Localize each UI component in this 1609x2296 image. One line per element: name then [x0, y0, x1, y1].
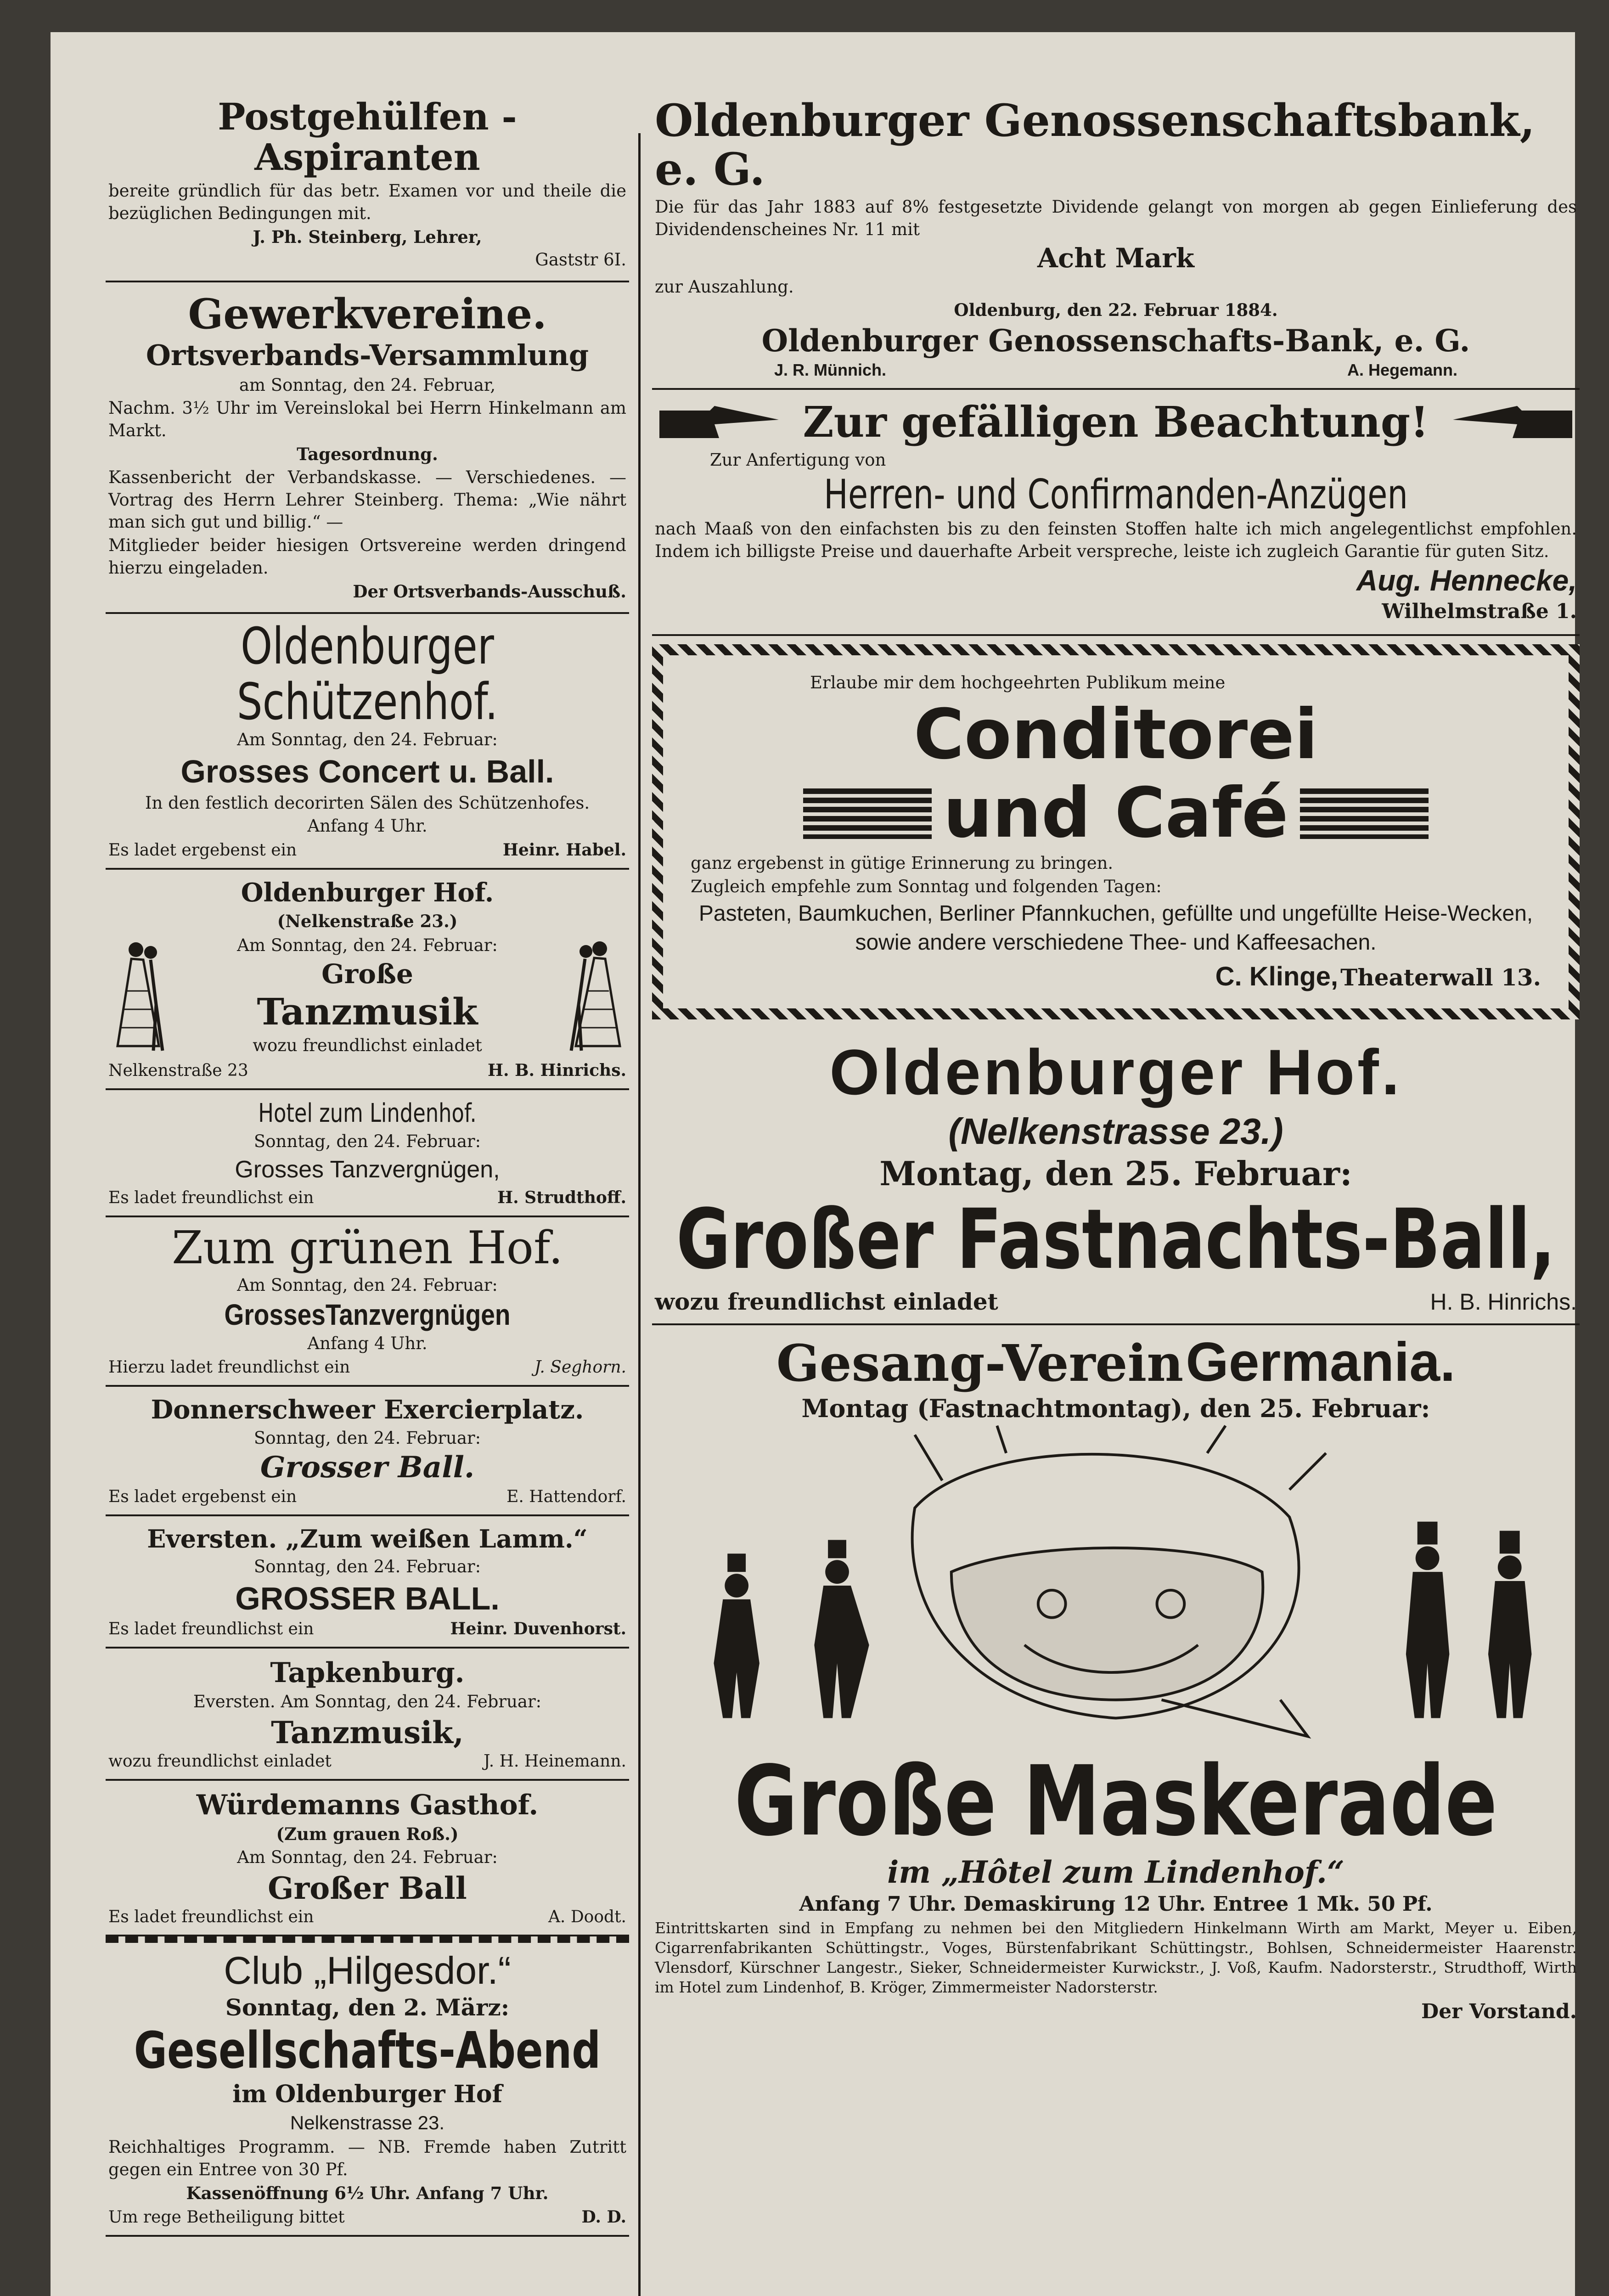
ad-body: Eintrittskarten sind in Empfang zu nehmen bei den Mitgliedern Hinkelmann Wirth am Markt, Meyer u. Eiben, Cigarrenfabrikanten Schüttingstr., Voges, Bürstenfabrikant Schüttingstr., Bohlsen, Schneidermeister Haarenstr. Vlensdorf, Kürschner Langestr., Sieker, Schneidermeister Kurwickstr., J. Voß, Kaufm. Nadorsterstr., Strudthoff, Wirth im Hotel zum Lindenhof, B. Kröger, Zimmermeister Nadorsterstr.: [655, 1919, 1577, 1996]
ad-event: Gesellschafts-Abend: [134, 2020, 601, 2080]
ad-club-hilgesdor: [106, 1936, 629, 2237]
ad-event: Tanzmusik,: [271, 1714, 464, 1750]
ad-date: Am Sonntag, den 24. Februar:: [237, 729, 498, 749]
ad-invite: wozu freundlichst einladet: [253, 1035, 482, 1056]
pointing-hand-left-icon: [1448, 397, 1577, 447]
ad-title: Eversten. „Zum weißen Lamm.“: [147, 1524, 588, 1554]
right-column: [652, 87, 1580, 2296]
ad-body: Die für das Jahr 1883 auf 8% festgesetzte Dividende gelangt von morgen ab gegen Einlieferung des Dividendenscheines Nr. 11 mit: [655, 197, 1577, 240]
ad-event: GrossesTanzvergnügen: [224, 1298, 511, 1331]
ad-weisses-lamm: [106, 1516, 629, 1648]
ad-event: Grosses Tanzvergnügen,: [235, 1156, 500, 1183]
ad-title: Oldenburger Genossenschaftsbank, e. G.: [655, 95, 1535, 195]
ad-tapkenburg: [106, 1649, 629, 1781]
dancing-couple-illustration: [108, 936, 177, 1055]
ad-schuetzenhof: [106, 614, 629, 870]
ad-hennecke: [652, 390, 1580, 636]
ad-address: (Nelkenstrasse 23.): [948, 1110, 1283, 1152]
ad-body: nach Maaß von den einfachsten bis zu den feinsten Stoffen halte ich mich angelegentlichst empfohlen. Indem ich billigste Preise und dauerhafte Arbeit verspreche, leiste ich zugleich Garantie für guten Sitz.: [655, 518, 1577, 561]
ad-title: Zur gefälligen Beachtung!: [803, 397, 1429, 447]
ad-date: Montag, den 25. Februar:: [879, 1154, 1352, 1193]
ad-programme: Reichhaltiges Programm. — NB. Fremde haben Zutritt gegen ein Entree von 30 Pf.: [108, 2137, 626, 2180]
ad-date: Montag (Fastnachtmontag), den 25. Februar:: [801, 1393, 1430, 1423]
ad-event: Großer Ball: [268, 1870, 467, 1906]
column-divider: [638, 133, 641, 2296]
ad-signature: J. Seghorn.: [534, 1358, 626, 1377]
ad-date: Am Sonntag, den 24. Februar:: [237, 1847, 498, 1867]
decorative-bars-right: [1300, 788, 1429, 839]
ad-line: Eversten. Am Sonntag, den 24. Februar:: [193, 1691, 542, 1711]
ad-title: Postgehülfen - Aspiranten: [218, 95, 517, 179]
ad-address: Theaterwall 13.: [1340, 963, 1541, 991]
ad-street: Nelkenstraße 23: [108, 1061, 248, 1080]
ad-signature: Aug. Hennecke,: [1356, 564, 1577, 597]
ad-title-2: und Café: [943, 773, 1288, 854]
ad-gewerkvereine: [106, 282, 629, 613]
ad-title: Donnerschweer Exercierplatz.: [151, 1395, 584, 1425]
ad-title: Oldenburger Hof.: [241, 878, 494, 908]
ad-date: Am Sonntag, den 24. Februar:: [237, 935, 498, 955]
ad-members-note: Mitglieder beider hiesigen Ortsvereine werden dringend hierzu eingeladen.: [108, 535, 626, 578]
ad-place: im „Hôtel zum Lindenhof.“: [887, 1854, 1345, 1891]
ad-closing: Um rege Betheiligung bittet: [108, 2207, 345, 2227]
ad-payout: zur Auszahlung.: [655, 276, 794, 297]
ad-signature: A. Doodt.: [548, 1908, 626, 1927]
ad-title-2: Germania.: [1186, 1331, 1456, 1393]
ad-bank-name: Oldenburger Genossenschafts-Bank, e. G.: [761, 323, 1470, 359]
ad-postgehuelfen: [106, 87, 629, 282]
ad-title: Zum grünen Hof.: [172, 1222, 563, 1275]
ad-signature: J. H. Heinemann.: [484, 1752, 626, 1771]
ad-signature: D. D.: [581, 2207, 626, 2227]
ad-date: Sonntag, den 24. Februar:: [253, 1131, 481, 1151]
dancing-couple-illustration: [557, 936, 626, 1055]
ad-title-1: Conditorei: [913, 695, 1318, 775]
ad-goods: Pasteten, Baumkuchen, Berliner Pfannkuchen, gefüllte und ungefüllte Heise-Wecken, sowie andere verschiedene Thee- und Kaffeesachen.: [698, 901, 1533, 955]
ad-invite: Es ladet freundlichst ein: [108, 1908, 314, 1927]
ad-title: Oldenburger Schützenhof.: [236, 616, 498, 731]
ad-signature-2: A. Hegemann.: [1347, 360, 1457, 379]
ad-title: Tapkenburg.: [270, 1656, 465, 1689]
ad-signature: E. Hattendorf.: [506, 1487, 626, 1507]
ad-signature: Der Vorstand.: [1421, 1999, 1577, 2023]
ad-agenda-items: Kassenbericht der Verbandskasse. — Verschiedenes. — Vortrag des Herrn Lehrer Steinberg. Thema: „Wie nährt man sich gut und billig.“ —: [108, 467, 626, 532]
ad-fastnachtsball: [652, 1028, 1580, 1325]
ad-event: Grosser Ball.: [260, 1450, 475, 1485]
ad-title: Oldenburger Hof.: [829, 1035, 1402, 1108]
ad-date: Sonntag, den 24. Februar:: [253, 1556, 481, 1576]
ad-agenda-heading: Tagesordnung.: [297, 444, 438, 464]
ad-opening: Kassenöffnung 6½ Uhr. Anfang 7 Uhr.: [186, 2183, 549, 2204]
ad-signature: J. Ph. Steinberg, Lehrer,: [253, 226, 482, 247]
ad-title-1: Gesang-Verein: [776, 1333, 1184, 1393]
ad-title: Club „Hilgesdor.“: [224, 1949, 511, 1992]
ad-title: Hotel zum Lindenhof.: [258, 1098, 477, 1129]
ad-event-1: Große: [321, 958, 413, 990]
ad-amount: Acht Mark: [1037, 242, 1194, 274]
ad-date: Am Sonntag, den 24. Februar:: [237, 1275, 498, 1295]
ad-start: Anfang 7 Uhr. Demaskirung 12 Uhr. Entree 1 Mk. 50 Pf.: [799, 1892, 1433, 1916]
ad-event-2: Tanzmusik: [257, 990, 478, 1034]
ad-address: Nelkenstrasse 23.: [290, 2111, 445, 2133]
ad-body: bereite gründlich für das betr. Examen vor und theile die bezüglichen Bedingungen mit.: [108, 181, 626, 223]
ad-event: GROSSER BALL.: [235, 1580, 500, 1616]
ad-invite: wozu freundlichst einladet: [108, 1752, 332, 1771]
ad-address: Wilhelmstraße 1.: [1382, 600, 1577, 624]
ad-also: Zugleich empfehle zum Sonntag und folgenden Tagen:: [691, 877, 1162, 897]
ad-intro: Zur Anfertigung von: [710, 450, 886, 470]
ad-address: Gaststr 6I.: [535, 250, 626, 270]
ad-place: im Oldenburger Hof: [232, 2080, 502, 2108]
ad-signature: Der Ortsverbands-Ausschuß.: [353, 581, 626, 602]
ad-place: In den festlich decorirten Sälen des Schützenhofes.: [145, 793, 590, 813]
ad-address: (Nelkenstraße 23.): [277, 911, 458, 931]
ad-signature: H. B. Hinrichs.: [1430, 1289, 1577, 1315]
ad-date: Sonntag, den 2. März:: [225, 1993, 510, 2021]
ad-event: Grosses Concert u. Ball.: [180, 753, 554, 789]
ad-invite: Es ladet ergebenst ein: [108, 1487, 297, 1507]
pointing-hand-right-icon: [655, 397, 783, 447]
ad-event: Große Maskerade: [734, 1745, 1497, 1858]
ad-lindenhof: [106, 1090, 629, 1217]
ad-title: Würdemanns Gasthof.: [196, 1789, 539, 1822]
ad-klinge-cafe: [652, 644, 1580, 1019]
ad-signature: H. Strudthoff.: [497, 1188, 626, 1208]
ad-donnerschwee: [106, 1387, 629, 1516]
ad-genossenschaftsbank: [652, 87, 1580, 390]
ad-signature: Heinr. Duvenhorst.: [450, 1619, 626, 1638]
ad-signature: H. B. Hinrichs.: [488, 1061, 626, 1080]
ad-title: Gewerkvereine.: [188, 290, 547, 339]
ad-subtitle: (Zum grauen Roß.): [276, 1824, 459, 1845]
ad-invite: Es ladet ergebenst ein: [108, 841, 297, 860]
ad-product: Herren- und Confirmanden-Anzügen: [823, 470, 1408, 518]
ad-invite: wozu freundlichst einladet: [655, 1288, 998, 1315]
carnival-jester-illustration: [659, 1425, 1573, 1746]
ad-germania-maskerade: [652, 1325, 1580, 2034]
ad-time: Nachm. 3½ Uhr im Vereinslokal bei Herrn Hinkelmann am Markt.: [108, 398, 626, 441]
ad-invite: Es ladet freundlichst ein: [108, 1188, 314, 1208]
decorative-bars-left: [803, 788, 932, 839]
ad-start: Anfang 4 Uhr.: [307, 816, 428, 836]
ad-gruener-hof: [106, 1217, 629, 1387]
ad-date: am Sonntag, den 24. Februar,: [239, 375, 496, 395]
ad-signature: C. Klinge,: [1215, 961, 1339, 991]
ad-signature: Heinr. Habel.: [502, 840, 626, 860]
ad-recommend: ganz ergebenst in gütige Erinnerung zu bringen.: [691, 853, 1114, 873]
ad-oldenburger-hof-tanz: [106, 870, 629, 1090]
left-column: [106, 87, 629, 2296]
ad-start: Anfang 4 Uhr.: [307, 1334, 428, 1354]
ad-date: Sonntag, den 24. Februar:: [253, 1428, 481, 1448]
ad-date: Oldenburg, den 22. Februar 1884.: [954, 300, 1278, 321]
ad-intro: Erlaube mir dem hochgeehrten Publikum meine: [810, 673, 1226, 693]
ad-invite: Es ladet freundlichst ein: [108, 1619, 314, 1638]
ad-wuerdemanns: [106, 1781, 629, 1936]
ad-subtitle: Ortsverbands-Versammlung: [146, 338, 589, 372]
ad-event: Großer Fastnachts-Ball,: [676, 1191, 1556, 1288]
ad-signature-1: J. R. Münnich.: [774, 360, 887, 379]
ad-invite: Hierzu ladet freundlichst ein: [108, 1358, 350, 1377]
